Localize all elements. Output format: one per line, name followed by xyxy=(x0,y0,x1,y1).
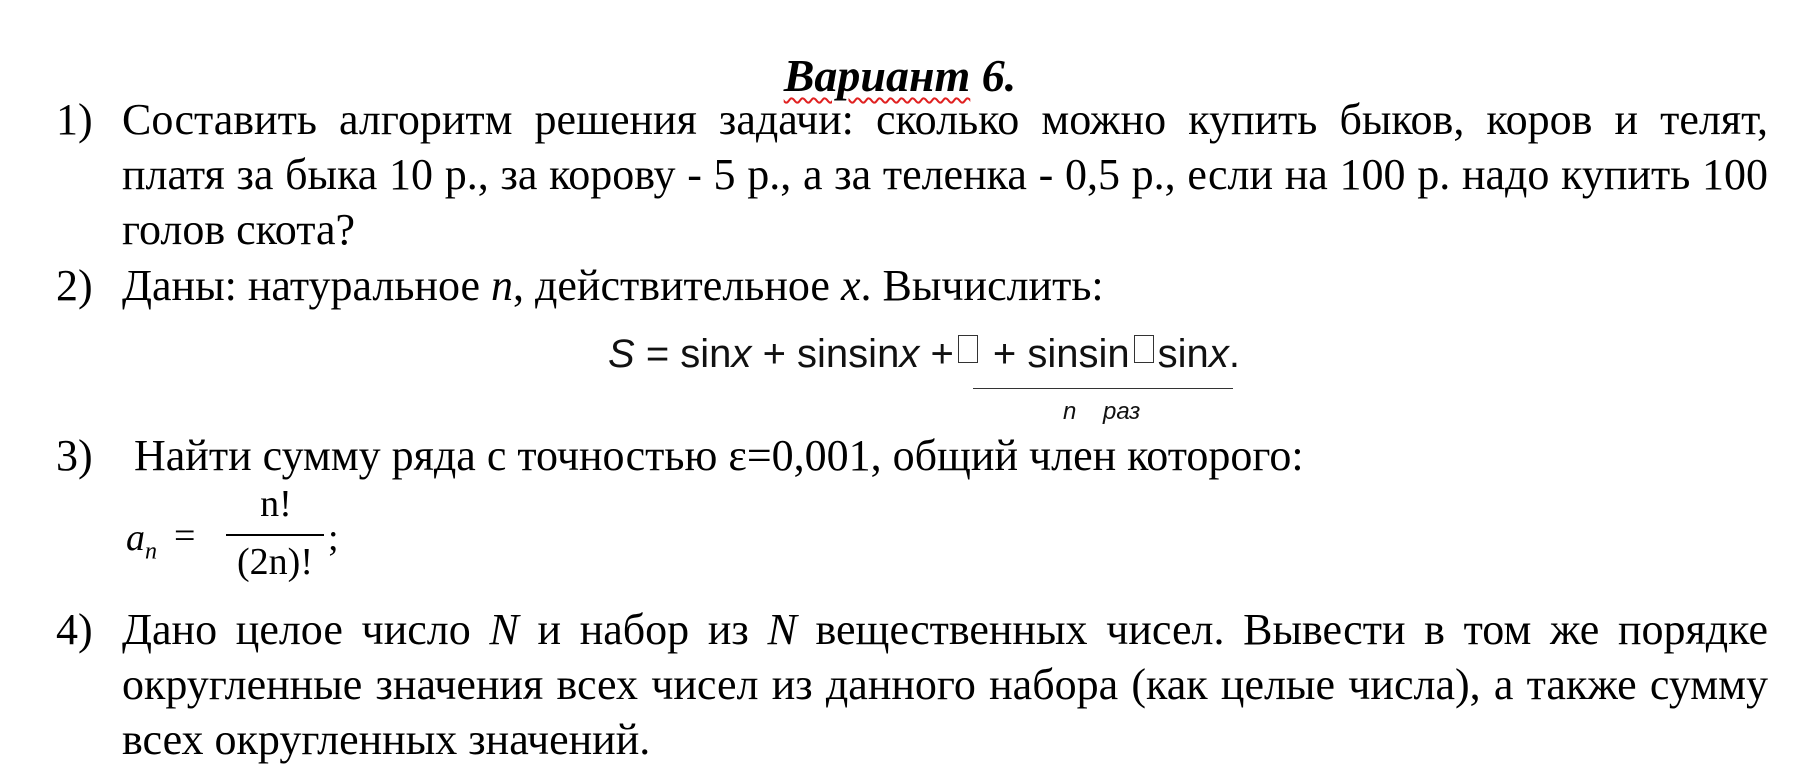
underbrace xyxy=(973,370,1233,389)
task-3-number: 3) xyxy=(56,431,93,480)
variant-title-word: Вариант xyxy=(783,50,971,101)
var-x: x xyxy=(840,261,861,310)
task-1-number: 1) xyxy=(56,95,93,144)
fraction-numerator: n! xyxy=(260,483,292,525)
task-3-text: Найти сумму ряда с точностью ε=0,001, общий член которого: xyxy=(134,431,1304,480)
placeholder-box-icon xyxy=(1134,335,1154,363)
var-N: N xyxy=(767,605,797,654)
under-n: n xyxy=(1063,398,1077,425)
task-2 xyxy=(56,258,1768,313)
task-4-number: 4) xyxy=(56,605,93,654)
task-2-text: Даны: натуральное n, действительное x. Вычислить: xyxy=(122,261,1104,310)
variant-title-number: 6. xyxy=(981,50,1017,101)
sum-formula-main: S = sinx + sinsinx + + sinsin sinx. xyxy=(608,332,1240,376)
under-raz: раз xyxy=(1103,398,1141,425)
series-term-formula: $a_n$ = n! (2n)! ; xyxy=(126,483,339,583)
var-N: N xyxy=(489,605,519,654)
sum-formula xyxy=(608,330,1328,430)
var-n: n xyxy=(491,261,514,310)
task-2-number: 2) xyxy=(56,261,93,310)
task-3 xyxy=(56,428,1768,483)
task-1 xyxy=(56,92,1768,257)
fraction-bar xyxy=(226,534,324,536)
fraction-denominator: (2n)! xyxy=(237,541,313,583)
task-1-text: Составить алгоритм решения задачи: сколько можно купить быков, коров и телят, платя за быка 10 р., за корову - 5 р., а за теленка - 0,5 р., если на 100 р. надо купить 100 голов скота? xyxy=(122,95,1768,254)
task-4 xyxy=(56,602,1768,767)
task-4-text: Дано целое число N и набор из N вещественных чисел. Вывести в том же порядке округленные значения всех чисел из данного набора (как целые числа), а также сумму всех округленных значений. xyxy=(122,605,1768,764)
placeholder-box-icon xyxy=(958,335,978,363)
